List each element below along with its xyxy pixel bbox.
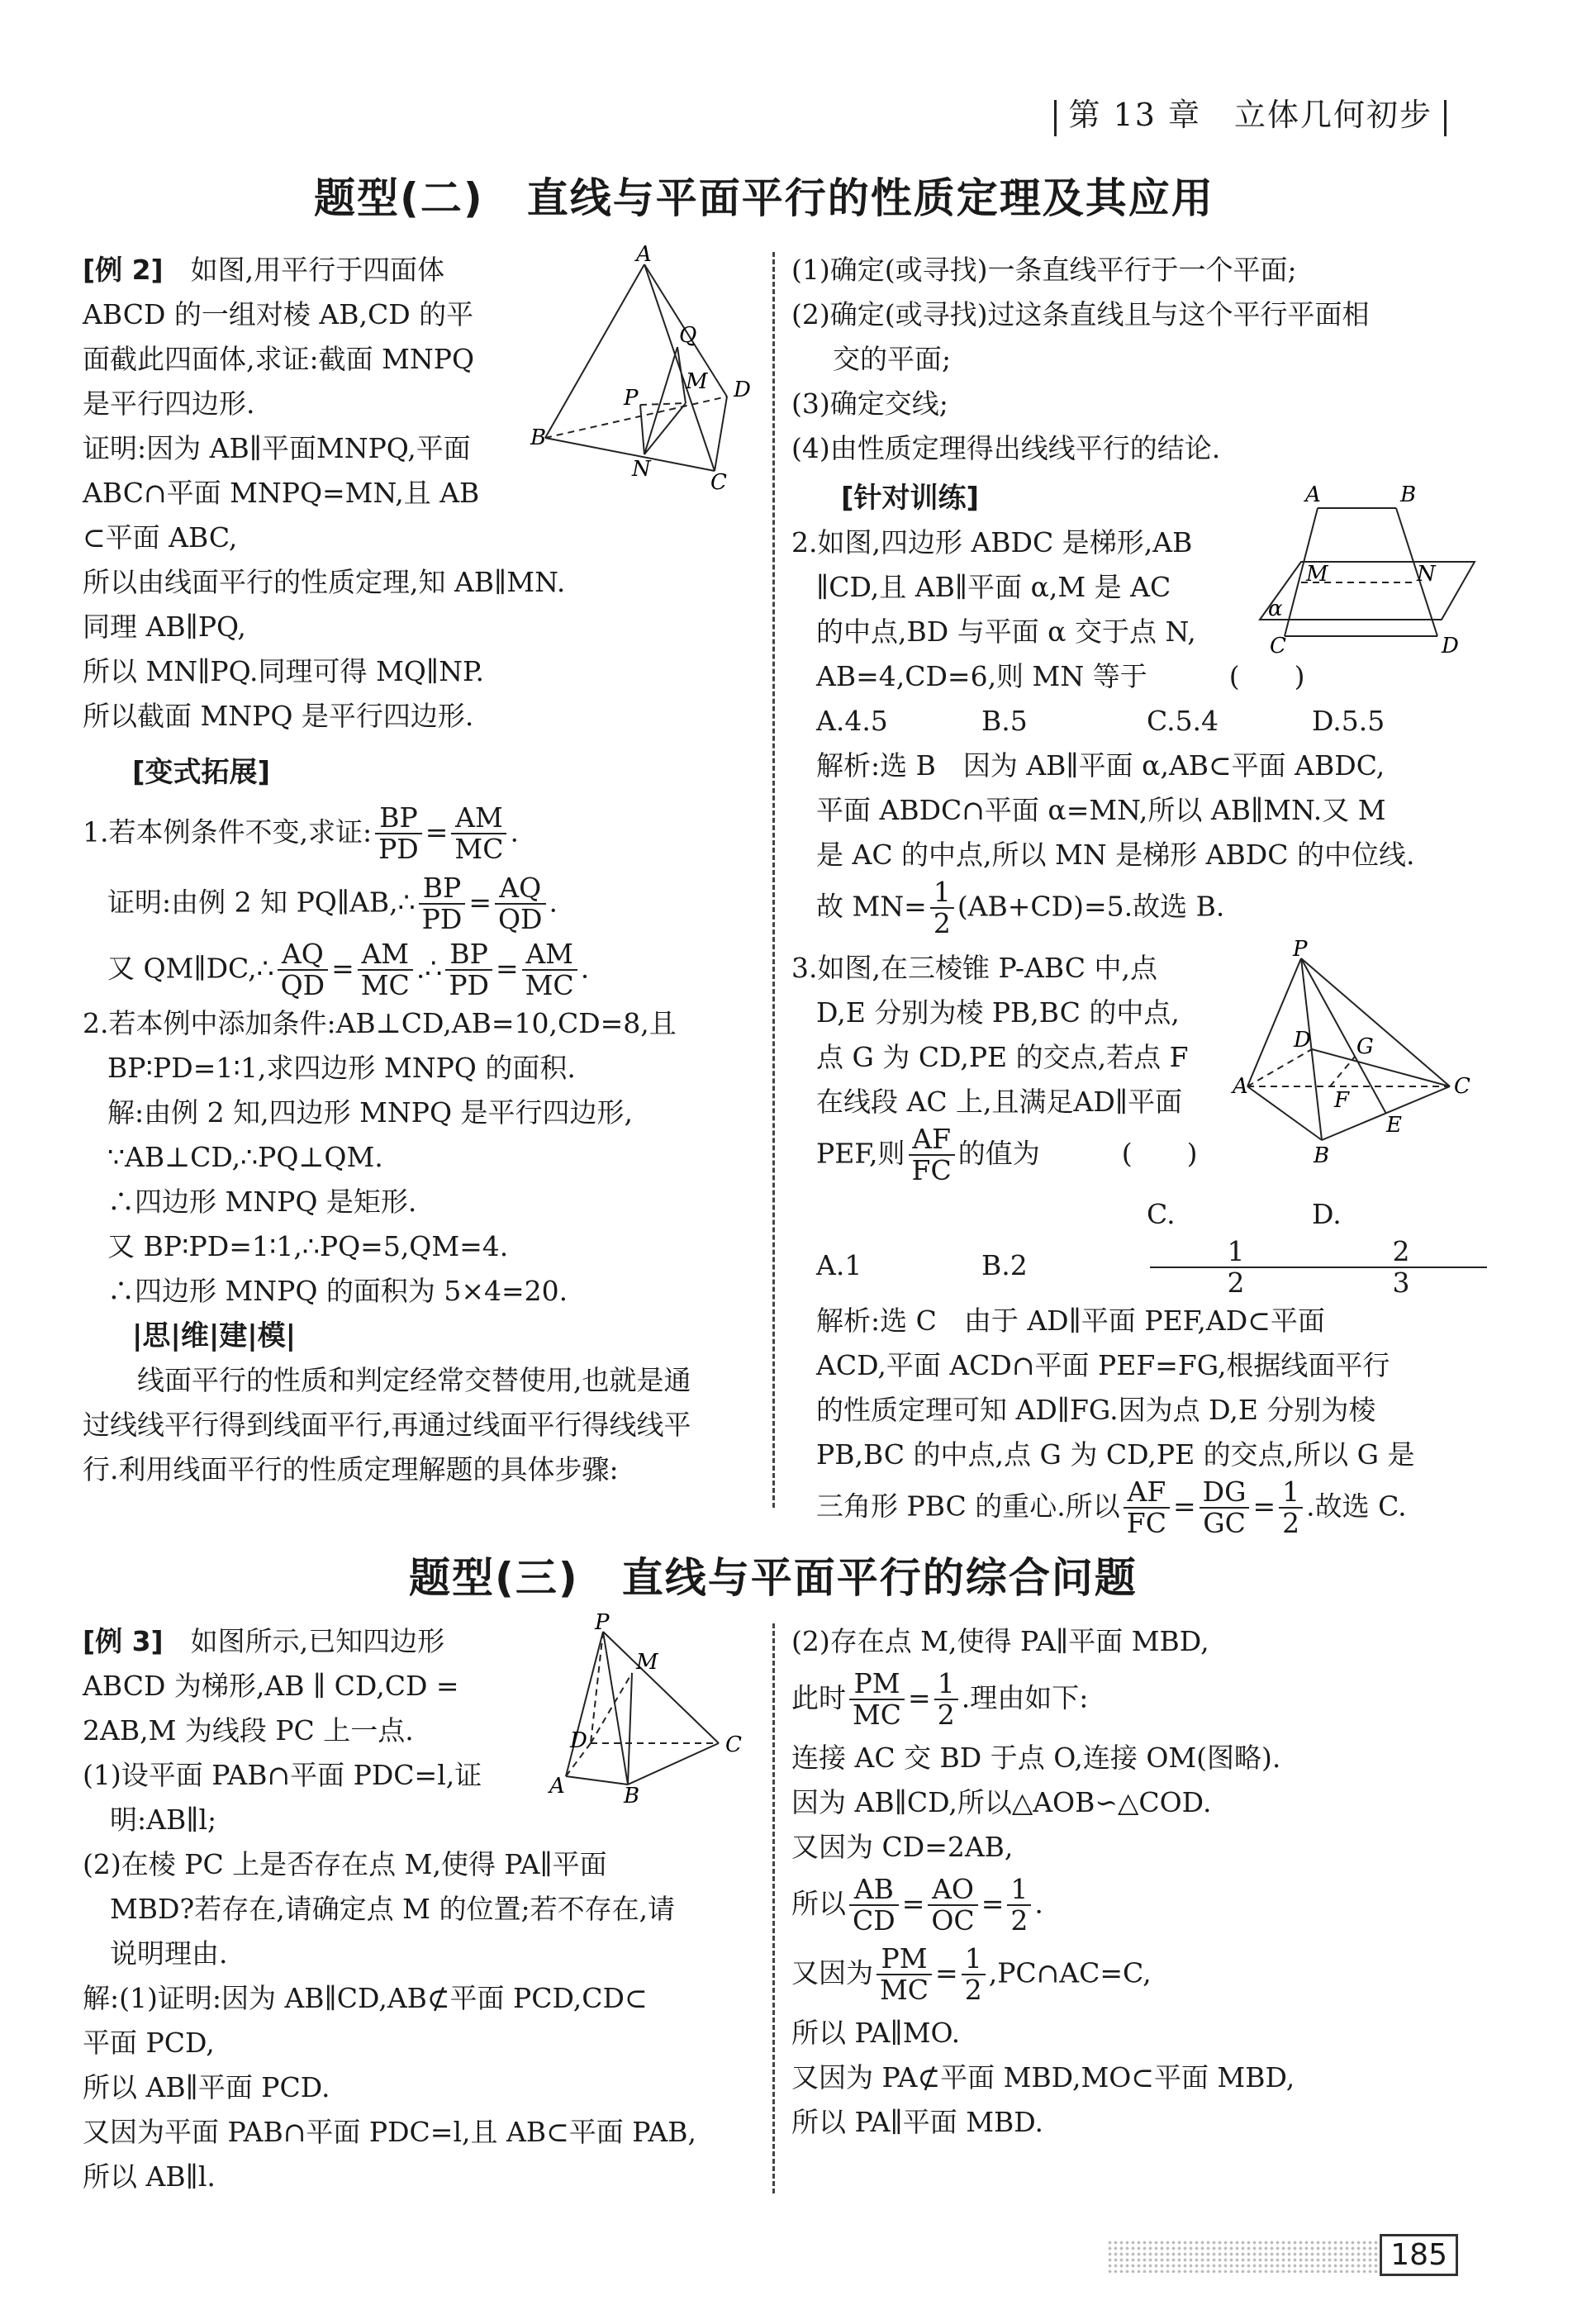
- variant-q2-sol: ∴四边形 MNPQ 的面积为 5×4=20.: [107, 1274, 568, 1307]
- variant-q2-sol: 又 BP∶PD=1∶1,∴PQ=5,QM=4.: [107, 1229, 509, 1262]
- fraction: $\frac{AM}{MC}$: [451, 803, 506, 865]
- section-2-title: 题型(二) 直线与平面平行的性质定理及其应用: [314, 174, 1214, 222]
- vertex-label: N: [632, 457, 651, 482]
- example2-line: 面截此四面体,求证:截面 MNPQ: [83, 343, 475, 375]
- q2-line: 2.如图,四边形 ABDC 是梯形,AB: [791, 526, 1193, 558]
- example3-right-line: 所以 PA∥MO.: [791, 2016, 961, 2049]
- example3-line: MBD?若存在,请确定点 M 的位置;若不存在,请: [83, 1893, 676, 1925]
- training-title: [针对训练]: [841, 482, 980, 515]
- example2-tag: [例 2]: [83, 254, 164, 286]
- example3-right-line: 连接 AC 交 BD 于点 O,连接 OM(图略).: [791, 1741, 1281, 1774]
- vertex-label: P: [1293, 937, 1308, 962]
- example3-sol: 平面 PCD,: [83, 2027, 215, 2059]
- q3-solution: ACD,平面 ACD∩平面 PEF=FG,根据线面平行: [816, 1348, 1390, 1381]
- fraction: $\frac{BP}{PD}$: [375, 803, 422, 865]
- example3-right-line: 因为 AB∥CD,所以△AOB∽△COD.: [791, 1785, 1212, 1818]
- right-column-section2: (1)确定(或寻找)一条直线平行于一个平面; (2)确定(或寻找)过这条直线且与这个平行平面相 交的平面; (3)确定交线; (4)由性质定理得出线线平行的结论. [针对训练] 2.如图,四边形 ABDC 是梯形,AB ∥CD,且 AB∥平面 α,M 是 AC 的中点,BD 与平面 α 交于点 N, AB=4,CD=6,则 MN 等于 ( ) A.4.5 B.5 C.5.4 D.5.5 解析:选 B 因为 AB∥平面 α,AB⊂平面 ABDC, 平面 ABDC∩平面 α=MN,所以 AB∥MN.又 M 是 AC 的中点,所以 MN 是梯形 ABDC 的中位线. 故 MN= $\frac{1}{2}$ (AB+CD)=5.故选 B. 3.如图,在三棱锥 P-ABC 中,点 D,E 分别为棱 PB,BC 的中点, 点 G 为 CD,PE 的交点,若点 F 在线段 AC 上,且满足AD∥平面 PEF,则 $\frac{AF}{FC}$ 的值为 ( ) A.1 B.2C. $\frac{1}{2}$ D. $\frac{2}{3}$ 解析:选 C 由于 AD∥平面 PEF,AD⊂平面 ACD,平面 ACD∩平面 PEF=FG,根据线面平行 的性质定理可知 AD∥FG.因为点 D,E 分别为棱 PB,BC 的中点,点 G 为 CD,PE 的交点,所以 G 是 三角形 PBC 的重心.所以 $\frac{AF}{FC}$ = $\frac{DG}{GC}$ = $\frac{1}{2}$ .故选 C.: [791, 248, 1502, 1538]
- model-text: 行.利用线面平行的性质定理解题的具体步骤:: [83, 1452, 619, 1485]
- vertex-label: B: [530, 425, 547, 450]
- example2-line: ABCD 的一组对棱 AB,CD 的平: [83, 298, 474, 330]
- vertex-label: B: [624, 1784, 640, 1808]
- trapezoid-plane-figure: [1252, 483, 1483, 665]
- right-column-section3: (2)存在点 M,使得 PA∥平面 MBD, 此时 $\frac{PM}{MC}$ = $\frac{1}{2}$ .理由如下: 连接 AC 交 BD 于点 O,连接 OM(图略). 因为 AB∥CD,所以△AOB∽△COD. 又因为 CD=2AB, 所以 $\frac{AB}{CD}$ = $\frac{AO}{OC}$ = $\frac{1}{2}$ . 又因为 $\frac{PM}{MC}$ = $\frac{1}{2}$ ,PC∩AC=C, 所以 PA∥MO. 又因为 PA⊄平面 MBD,MO⊂平面 MBD, 所以 PA∥平面 MBD.: [791, 1619, 1502, 2145]
- example3-line: 说明理由.: [83, 1937, 228, 1970]
- chapter-header: [1043, 89, 1458, 136]
- option-b: B.5: [981, 705, 1028, 737]
- proof-line: 所以由线面平行的性质定理,知 AB∥MN.: [83, 566, 566, 598]
- example3-right-line: (2)存在点 M,使得 PA∥平面 MBD,: [791, 1625, 1209, 1657]
- left-column-section3: [例 3] 如图所示,已知四边形 ABCD 为梯形,AB ∥ CD,CD = 2AB,M 为线段 PC 上一点. (1)设平面 PAB∩平面 PDC=l,证 明:AB∥l; (2)在棱 PC 上是否存在点 M,使得 PA∥平面 MBD?若存在,请确定点 M 的位置;若不存在,请 说明理由. 解:(1)证明:因为 AB∥CD,AB⊄平面 PCD,CD⊂ 平面 PCD, 所以 AB∥平面 PCD. 又因为平面 PAB∩平面 PDC=l,且 AB⊂平面 PAB, 所以 AB∥l.: [83, 1619, 760, 2199]
- q3-line: 3.如图,在三棱锥 P-ABC 中,点: [791, 951, 1157, 984]
- q3-solution: PB,BC 的中点,点 G 为 CD,PE 的交点,所以 G 是: [816, 1438, 1415, 1471]
- vertex-label: A: [1305, 482, 1321, 507]
- example2-line: 如图,用平行于四面体: [190, 254, 445, 286]
- page-number: 185: [1380, 2234, 1458, 2276]
- vertex-label: D: [734, 378, 751, 402]
- q2-solution: 平面 ABDC∩平面 α=MN,所以 AB∥MN.又 M: [816, 794, 1386, 826]
- vertex-label: C: [710, 470, 727, 495]
- vertex-label: C: [725, 1732, 742, 1757]
- step-line: (1)确定(或寻找)一条直线平行于一个平面;: [791, 254, 1297, 286]
- variant-q2-line: 2.若本例中添加条件:AB⊥CD,AB=10,CD=8,且: [83, 1006, 677, 1039]
- vertex-label: A: [549, 1774, 565, 1799]
- vertex-label: P: [595, 1610, 610, 1635]
- vertex-label: M: [636, 1650, 658, 1675]
- vertex-label: B: [1314, 1143, 1330, 1168]
- step-line: (3)确定交线;: [791, 387, 948, 420]
- q2-line: AB=4,CD=6,则 MN 等于 ( ): [816, 660, 1305, 692]
- example3-right-line: 所以 PA∥平面 MBD.: [791, 2105, 1044, 2138]
- chapter-number: 第 13 章: [1068, 97, 1201, 133]
- option-c: C.5.4: [1147, 705, 1219, 737]
- variant-title: [变式拓展]: [132, 756, 271, 789]
- example3-line: (2)在棱 PC 上是否存在点 M,使得 PA∥平面: [83, 1848, 607, 1880]
- q3-line: 点 G 为 CD,PE 的交点,若点 F: [816, 1040, 1189, 1073]
- q2-solution: 解析:选 B 因为 AB∥平面 α,AB⊂平面 ABDC,: [816, 749, 1385, 782]
- vertex-label: M: [1306, 562, 1328, 587]
- model-text: 过线线平行得到线面平行,再通过线面平行得线线平: [83, 1408, 691, 1441]
- vertex-label: B: [1400, 482, 1417, 507]
- header-bar-right: [1444, 100, 1447, 136]
- option-a: A.4.5: [816, 705, 888, 737]
- example3-sol: 所以 AB∥平面 PCD.: [83, 2071, 330, 2103]
- step-line: (2)确定(或寻找)过这条直线且与这个平行平面相: [791, 298, 1370, 330]
- q3-solution: 解析:选 C 由于 AD∥平面 PEF,AD⊂平面: [816, 1304, 1325, 1337]
- vertex-label: A: [636, 242, 652, 267]
- q2-line: ∥CD,且 AB∥平面 α,M 是 AC: [816, 571, 1171, 603]
- vertex-label: F: [1334, 1088, 1350, 1113]
- vertex-label: C: [1270, 634, 1286, 658]
- vertex-label: D: [1442, 634, 1459, 658]
- q3-line: 在线段 AC 上,且满足AD∥平面: [816, 1085, 1183, 1118]
- vertex-label: D: [570, 1728, 587, 1753]
- vertex-label: N: [1417, 562, 1436, 587]
- variant-q2-sol: ∵AB⊥CD,∴PQ⊥QM.: [107, 1140, 383, 1173]
- variant-q1-proof-b: 又 QM∥DC,∴: [107, 952, 274, 985]
- vertex-label: E: [1386, 1113, 1402, 1138]
- q3-line: D,E 分别为棱 PB,BC 的中点,: [816, 996, 1180, 1029]
- proof-line: 所以截面 MNPQ 是平行四边形.: [83, 700, 474, 732]
- vertex-label: M: [686, 369, 708, 394]
- pyramid-figure: [1233, 937, 1487, 1173]
- example3-sol: 解:(1)证明:因为 AB∥CD,AB⊄平面 PCD,CD⊂: [83, 1982, 648, 2014]
- proof-line: 所以 MN∥PQ.同理可得 MQ∥NP.: [83, 655, 484, 687]
- vertex-label: Q: [679, 323, 697, 348]
- example3-right-line: 又因为 CD=2AB,: [791, 1830, 1014, 1863]
- step-line: 交的平面;: [833, 343, 952, 375]
- proof-line: ABC∩平面 MNPQ=MN,且 AB: [83, 477, 480, 509]
- option-d: D.5.5: [1312, 705, 1385, 737]
- proof-line: ⊂平面 ABC,: [83, 521, 238, 554]
- example3-sol: 又因为平面 PAB∩平面 PDC=l,且 AB⊂平面 PAB,: [83, 2116, 696, 2148]
- vertex-label: C: [1454, 1074, 1470, 1099]
- variant-q2-line: BP∶PD=1∶1,求四边形 MNPQ 的面积.: [107, 1051, 576, 1084]
- model-title: |思|维|建|模|: [132, 1319, 297, 1352]
- step-line: (4)由性质定理得出线线平行的结论.: [791, 432, 1221, 464]
- column-divider-1: [772, 252, 775, 1508]
- plane-label: α: [1268, 596, 1283, 621]
- chapter-title: 立体几何初步: [1233, 97, 1432, 133]
- q2-line: 的中点,BD 与平面 α 交于点 N,: [816, 615, 1196, 648]
- example3-line: (1)设平面 PAB∩平面 PDC=l,证: [83, 1759, 482, 1791]
- vertex-label: P: [624, 386, 639, 411]
- variant-q2-sol: ∴四边形 MNPQ 是矩形.: [107, 1185, 417, 1218]
- proof-line: 证明:因为 AB∥平面MNPQ,平面: [83, 432, 471, 464]
- vertex-label: A: [1233, 1074, 1248, 1099]
- model-text: 线面平行的性质和判定经常交替使用,也就是通: [137, 1363, 691, 1396]
- column-divider-2: [772, 1623, 775, 2193]
- header-bar-left: [1054, 100, 1057, 136]
- proof-line: 同理 AB∥PQ,: [83, 611, 246, 643]
- vertex-label: G: [1356, 1034, 1374, 1059]
- example2-line: 是平行四边形.: [83, 387, 255, 420]
- vertex-label: D: [1294, 1028, 1311, 1053]
- example3-line: 明:AB∥l;: [83, 1804, 217, 1836]
- variant-q1: 1.若本例条件不变,求证:: [83, 815, 373, 848]
- section-3-title: 题型(三) 直线与平面平行的综合问题: [409, 1554, 1138, 1602]
- example3-tag: [例 3]: [83, 1625, 164, 1657]
- variant-q2-sol: 解:由例 2 知,四边形 MNPQ 是平行四边形,: [107, 1095, 633, 1129]
- q3-solution: 的性质定理可知 AD∥FG.因为点 D,E 分别为棱: [816, 1393, 1376, 1426]
- example3-line: 2AB,M 为线段 PC 上一点.: [83, 1714, 414, 1747]
- left-column-section2: [例 2] 如图,用平行于四面体 ABCD 的一组对棱 AB,CD 的平 面截此四面体,求证:截面 MNPQ 是平行四边形. 证明:因为 AB∥平面MNPQ,平面 ABC∩平面 MNPQ=MN,且 AB ⊂平面 ABC, 所以由线面平行的性质定理,知 AB∥MN. 同理 AB∥PQ, 所以 MN∥PQ.同理可得 MQ∥NP. 所以截面 MNPQ 是平行四边形. [变式拓展] 1.若本例条件不变,求证: $\frac{BP}{PD}$ = $\frac{AM}{MC}$ . 证明:由例 2 知 PQ∥AB,∴ $\frac{BP}{PD}$ = $\frac{AQ}{QD}$ . 又 QM∥DC,∴ $\frac{AQ}{QD}$ = $\frac{AM}{MC}$ .∴ $\frac{BP}{PD}$ = $\frac{AM}{MC}$ . 2.若本例中添加条件:AB⊥CD,AB=10,CD=8,且 BP∶PD=1∶1,求四边形 MNPQ 的面积. 解:由例 2 知,四边形 MNPQ 是平行四边形, ∵AB⊥CD,∴PQ⊥QM. ∴四边形 MNPQ 是矩形. 又 BP∶PD=1∶1,∴PQ=5,QM=4. ∴四边形 MNPQ 的面积为 5×4=20. |思|维|建|模| 线面平行的性质和判定经常交替使用,也就是通 过线线平行得到线面平行,再通过线面平行得线线平 行.利用线面平行的性质定理解题的具体步骤:: [83, 248, 760, 1492]
- example3-right-line: 又因为 PA⊄平面 MBD,MO⊂平面 MBD,: [791, 2060, 1295, 2094]
- tetrahedron-figure: [530, 242, 760, 496]
- q2-solution: 是 AC 的中点,所以 MN 是梯形 ABDC 的中位线.: [816, 839, 1415, 871]
- footer-dots-decoration: [1107, 2240, 1380, 2273]
- variant-q1-proof-a: 证明:由例 2 知 PQ∥AB,∴: [107, 885, 416, 918]
- example3-sol: 所以 AB∥l.: [83, 2160, 216, 2193]
- example3-line: ABCD 为梯形,AB ∥ CD,CD =: [83, 1670, 459, 1702]
- pyramid-pabcd-figure: [545, 1610, 752, 1808]
